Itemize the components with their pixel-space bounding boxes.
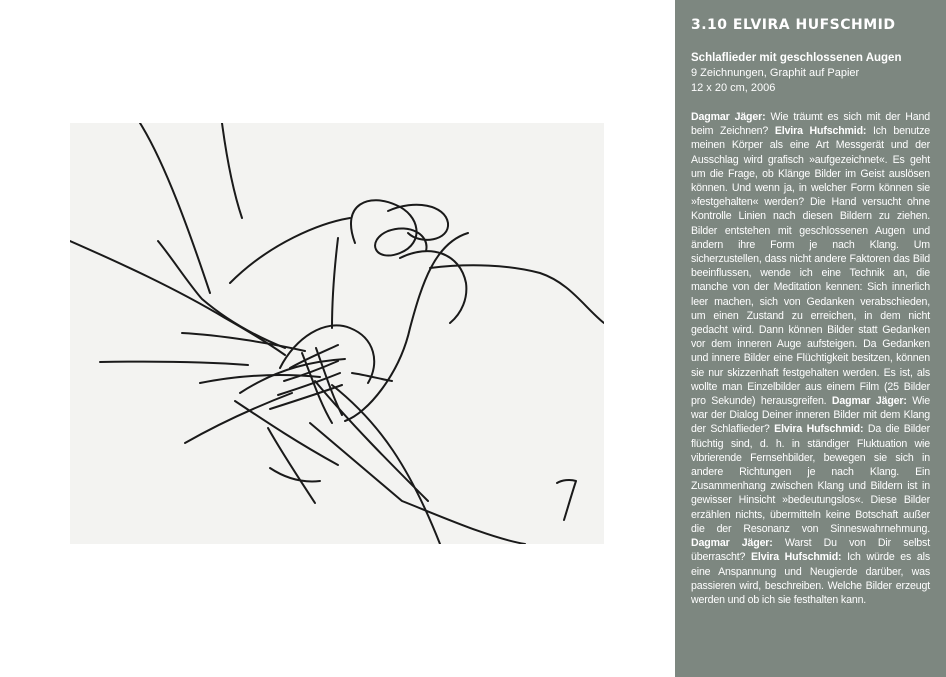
work-dimensions: 12 x 20 cm, 2006 (691, 82, 776, 94)
artwork-drawing (70, 123, 604, 544)
speaker-label: Dagmar Jäger: (691, 537, 773, 550)
interview-passage: Wie träumt es sich mit der Hand beim Zeichnen? (691, 111, 930, 138)
section-heading: 3.10 ELVIRA HUFSCHMID (691, 17, 896, 33)
graphite-drawing (70, 123, 604, 544)
speaker-label: Elvira Hufschmid: (774, 125, 867, 138)
speaker-label: Dagmar Jäger: (691, 111, 766, 123)
speaker-label: Elvira Hufschmid: (774, 423, 864, 436)
text-sidebar (675, 0, 946, 677)
speaker-label: Dagmar Jäger: (831, 395, 907, 408)
interview-passage: Ich benutze meinen Körper als eine Art Messgerät und der Ausschlag wird grafisch »aufgezeichnet«. Es geht um die Frage, ob Klänge Bilder im Geist auslösen können. Und wenn ja, in welcher Form können sie »festgehalten« werden? Die Hand versucht ohne Kontrolle Linien nach diesen Bildern zu ziehen. Bilder entstehen mit geschlossenen Augen und ändern ihre Form je nach Klang. Um sicherzustellen, dass nicht andere Faktoren das Bild beeinflussen, wende ich eine Technik an, die manche von der Meditation kennen: Sich innerlich leer machen, sich von Gedanken verabschieden, um einen Zustand zu erreichen, in dem nicht gedacht wird. Dann können Bilder statt Gedanken vor dem inneren Auge aufsteigen. Da Gedanken und innere Bilder eine Flüchtigkeit besitzen, können sie nur skizzenhaft festgehalten werden. Es ist, als wollte man Einzelbilder aus einem Film (25 Bilder pro Sekunde) herausgreifen. (691, 125, 930, 408)
work-description: 9 Zeichnungen, Graphit auf Papier (691, 67, 860, 79)
work-title: Schlaflieder mit geschlossenen Augen (691, 52, 902, 64)
interview-passage: Da die Bilder flüchtig sind, d. h. in ständiger Fluktuation wie vibrierende Fernsehbilder, bewegen sie sich in andere Richtungen je nach Klang. Ein Zusammenhang zwischen Klang und Bildern ist in gewisser Hinsicht »bedeutungslos«. Diese Bilder erzählen nichts, übermitteln keine Botschaft außer die der Resonanz von Sinneswahrnehmung. (691, 423, 930, 535)
interview-passage: Warst Du von Dir selbst überrascht? (691, 537, 930, 564)
work-info (691, 51, 930, 96)
interview-text (691, 110, 930, 607)
speaker-label: Elvira Hufschmid: (751, 551, 842, 564)
interview-passage: Ich würde es als eine Anspannung und Neugierde darüber, was passieren wird, beschreiben. Welche Bilder erzeugt werden und ob ich sie festhalten kann. (691, 551, 930, 606)
interview-passage: Wie war der Dialog Deiner inneren Bilder mit dem Klang der Schlaflieder? (691, 395, 930, 436)
